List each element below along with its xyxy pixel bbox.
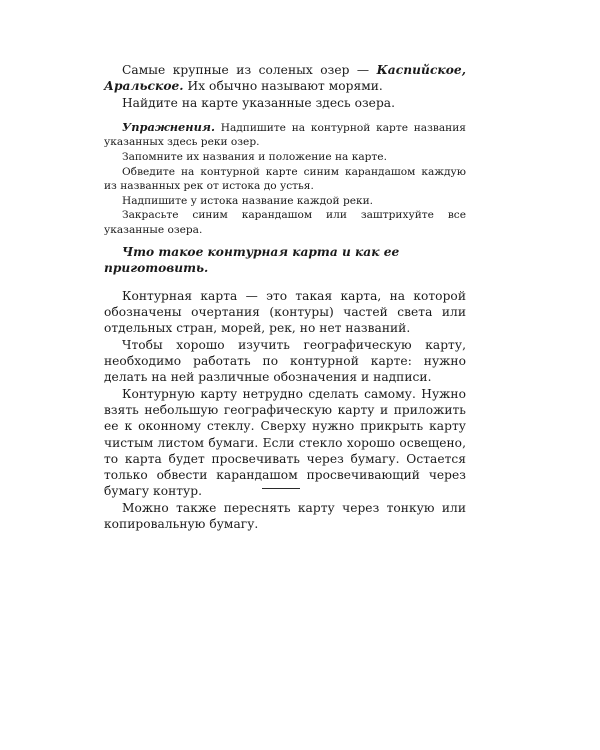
lakes-paragraph [104,62,466,95]
page-body [104,62,466,532]
lakes-section [104,62,466,111]
contour-map-heading: Что такое контурная карта и как ее приготовить. [104,244,400,275]
contour-paragraph: Контурная карта — это такая карта, на которой обозначены очертания (контуры) частей света или отдельных стран, морей, рек, но нет названий. [104,288,466,336]
contour-map-section [104,288,466,532]
contour-paragraph: Можно также переснять карту через тонкую или копировальную бумагу. [104,500,466,531]
exercise-item: Обведите на контурной карте синим карандашом каждую из названных рек от истока до устья. [104,165,466,193]
lakes-task: Найдите на карте указанные здесь озера. [122,95,396,110]
lakes-sentence-prefix: Самые крупные из соленых озер — [122,63,377,77]
contour-paragraph: Чтобы хорошо изучить географическую карту, необходимо работать по контурной карте: нужно делать на ней различные обозначения и надписи. [104,337,466,385]
exercise-item [104,120,466,150]
exercise-item-text: Надпишите на контурной карте названия указанных здесь реки озер. [104,121,466,149]
section-end-rule [262,488,300,489]
exercise-item: Запомните их названия и положение на карте. [122,151,387,164]
exercises-section [104,120,466,238]
lakes-sentence-suffix: Их обычно называют морями. [183,79,383,94]
exercise-item: Надпишите у истока название каждой реки. [122,194,374,207]
exercise-item: Закрасьте синим карандашом или заштрихуйте все указанные озера. [104,209,466,237]
lakes-emphasized-names: Каспийское, Аральское. [104,63,466,94]
exercises-label: Упражнения. [122,119,215,134]
contour-paragraph: Контурную карту нетрудно сделать самому. Нужно взять небольшую географическую карту и приложить ее к оконному стеклу. Сверху нужно прикрыть карту чистым листом бумаги. Если стекло хорошо освещено, то карта будет просвечивать через бумагу. Остается только обвести карандашом просвечивающий через бумагу контур. [104,386,466,499]
